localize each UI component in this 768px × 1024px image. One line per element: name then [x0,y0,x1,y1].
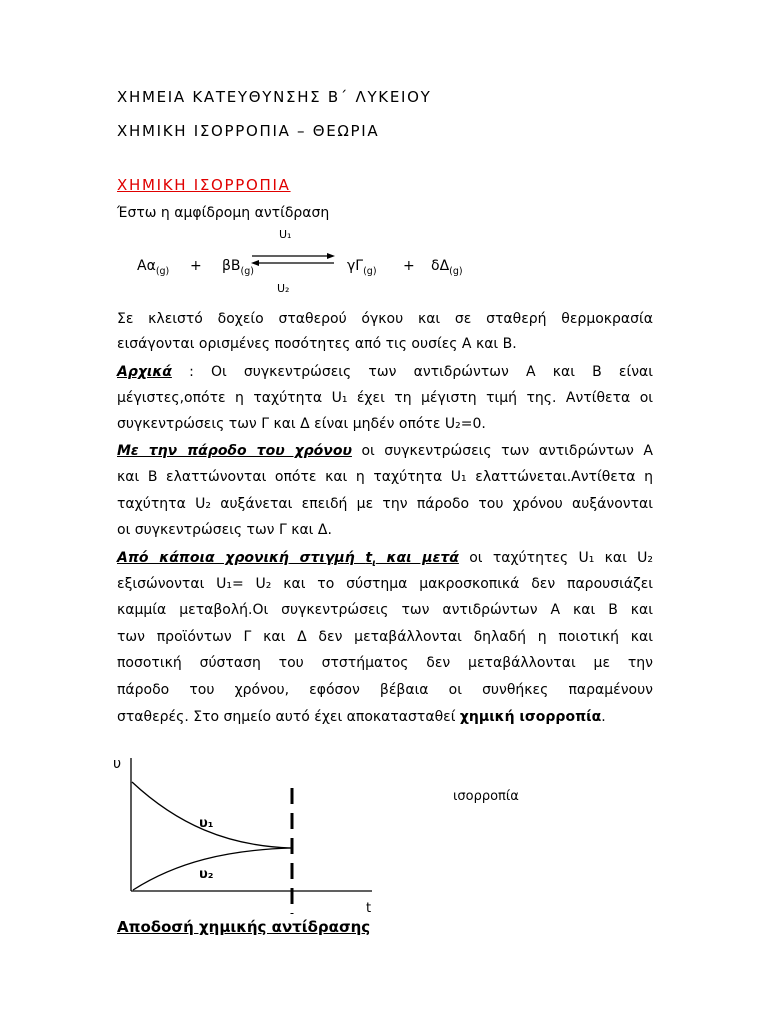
initially-lead: Αρχικά [117,364,172,380]
lead-text: και μετά [375,550,459,566]
product-d [431,256,463,276]
from-moment-lead [117,550,459,569]
section-heading: ΧΗΜΙΚΗ ΙΣΟΡΡΟΠΙΑ [117,176,291,194]
equilibrium-arrows-icon [250,252,336,268]
document-subtitle: ΧΗΜΙΚΗ ΙΣΟΡΡΟΠΙΑ – ΘΕΩΡΙΑ [117,122,380,140]
product-c-phase: (g) [363,266,377,277]
paragraph-text: . [601,709,606,725]
paragraph-line: και Β ελαττώνονται οπότε και η ταχύτητα U₁ ελαττώνεται.Αντίθετα η [117,469,653,485]
paragraph-line: εξισώνονται U₁= U₂ και το σύστημα μακροσκοπικά δεν παρουσιάζει [117,576,653,592]
intro-line: Έστω η αμφίδρομη αντίδραση [117,205,330,221]
reactant-b-formula: βΒ [222,258,241,274]
reverse-rate-label: U₂ [277,282,290,295]
paragraph-text: σταθερές. Στο σημείο αυτό έχει αποκατασταθεί [117,709,460,725]
product-c-formula: γΓ [347,258,364,274]
paragraph-line: οι συγκεντρώσεις των Γ και Δ. [117,522,332,538]
forward-rate-curve-label: υ₁ [199,816,214,831]
figure-caption: Αποδοσή χημικής αντίδρασης [117,918,371,936]
paragraph-line [117,548,653,568]
reactant-a-formula: Αα [137,258,156,274]
over-time-lead: Με την πάροδο του χρόνου [117,443,352,459]
product-c [347,256,377,276]
forward-rate-curve [132,782,291,848]
reactant-b-phase: (g) [240,266,254,277]
equilibrium-side-label: ισορροπία [453,789,519,804]
paragraph-text: οι συγκεντρώσεις των αντιδρώντων Α [351,443,654,459]
rate-time-graph [113,752,380,922]
time-symbol: t [365,550,373,566]
paragraph-line: ποσοτική σύσταση του στστήματος δεν μεταβάλλονται με την [117,655,653,671]
product-d-formula: δΔ [431,258,450,274]
paragraph-text: οι ταχύτητες U₁ και U₂ [458,550,653,566]
paragraph-line: εισάγονται ορισμένες ποσότητες από τις ουσίες Α και Β. [117,336,517,352]
paragraph-line: μέγιστες,οπότε η ταχύτητα U₁ έχει τη μέγιστη τιμή της. Αντίθετα οι [117,390,653,406]
forward-rate-label: U₁ [279,228,292,241]
product-d-phase: (g) [449,266,463,277]
plus-sign: + [190,258,202,274]
document-title: ΧΗΜΕΙΑ ΚΑΤΕΥΘΥΝΣΗΣ Β΄ ΛΥΚΕΙΟΥ [117,88,432,106]
reactant-a [137,256,169,276]
plus-sign: + [403,258,415,274]
paragraph-line: ταχύτητα U₂ αυξάνεται επειδή με την πάροδο του χρόνου αυξάνονται [117,496,653,512]
reverse-rate-curve-label: υ₂ [199,867,214,882]
paragraph-line: των προϊόντων Γ και Δ δεν μεταβάλλονται δηλαδή η ποιοτική και [117,629,653,645]
reverse-arrowhead [251,260,259,266]
chemical-equilibrium-term: χημική ισορροπία [459,709,602,725]
paragraph-line [117,707,653,727]
paragraph-line: Σε κλειστό δοχείο σταθερού όγκου και σε σταθερή θερμοκρασία [117,311,653,327]
paragraph-line: πάροδο του χρόνου, εφόσον βέβαια οι συνθήκες παραμένουν [117,682,653,698]
x-axis-label: t [366,901,372,916]
paragraph-line: συγκεντρώσεις των Γ και Δ είναι μηδέν οπότε U₂=0. [117,416,486,432]
paragraph-line [117,362,653,382]
time-subscript: ι [372,558,376,569]
paragraph-line [117,441,653,461]
y-axis-label: υ [113,756,122,772]
forward-arrowhead [327,253,335,259]
reactant-a-phase: (g) [155,266,170,277]
lead-text: Από κάποια χρονική στιγμή [117,550,366,566]
paragraph-text: : Οι συγκεντρώσεις των αντιδρώντων Α και Β είναι [171,364,653,380]
paragraph-line: καμμία μεταβολή.Οι συγκεντρώσεις των αντιδρώντων Α και Β και [117,602,653,618]
